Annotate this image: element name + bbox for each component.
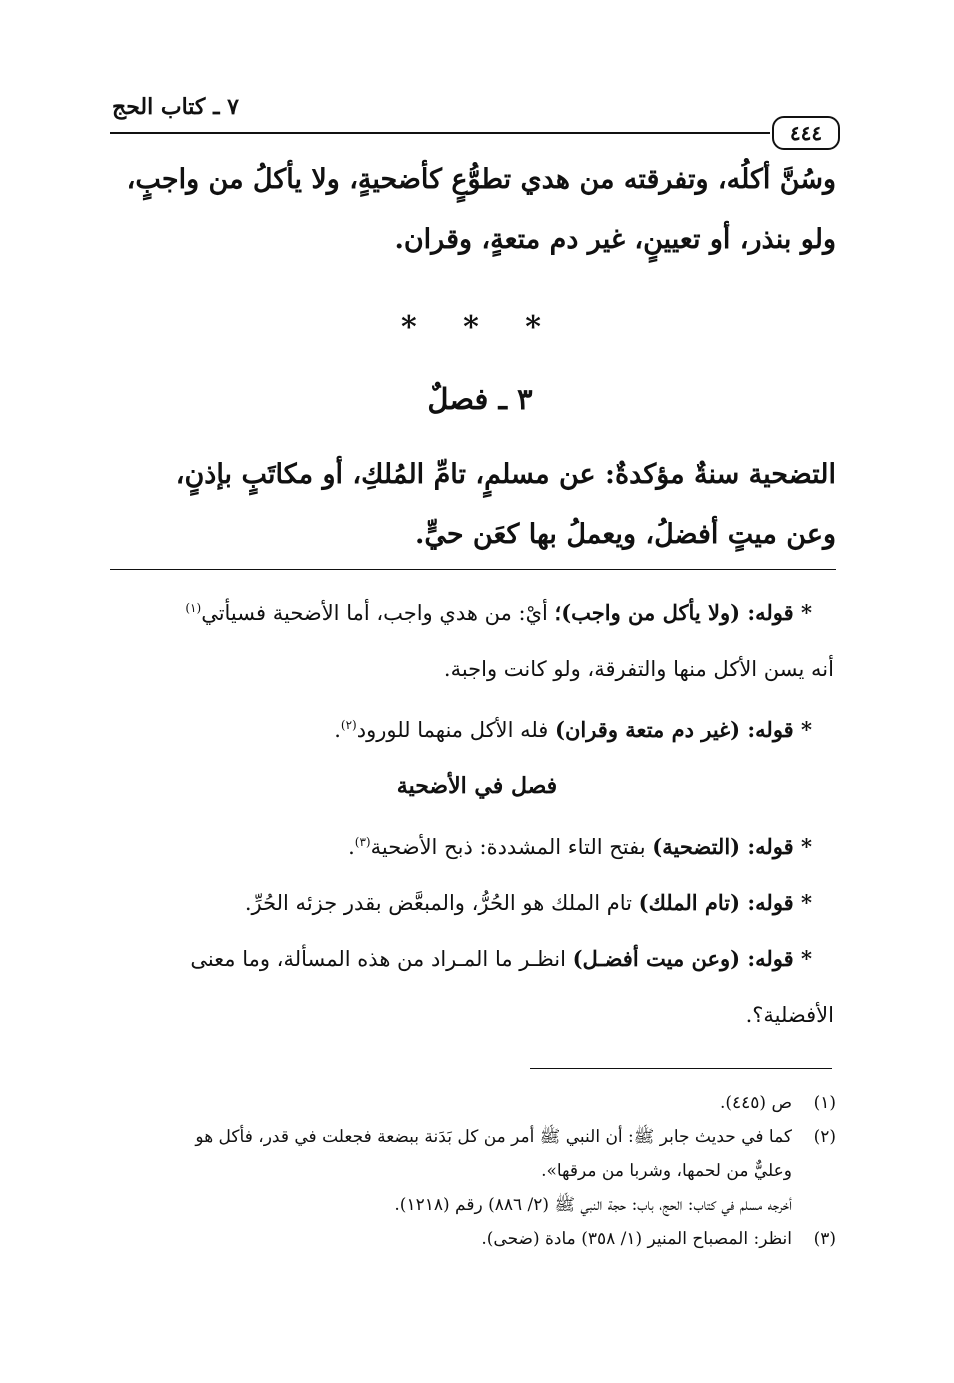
commentary-end: . bbox=[334, 718, 341, 742]
commentary-item bbox=[120, 697, 834, 758]
footnote-text: ص (٤٤٥). bbox=[719, 1093, 792, 1113]
page-number: ٤٤٤ bbox=[772, 116, 840, 150]
footnote-number: (٢) bbox=[813, 1127, 836, 1147]
commentary-item bbox=[120, 580, 834, 641]
commentary-item bbox=[120, 814, 834, 875]
footnote-number: (٣) bbox=[813, 1229, 836, 1249]
commentary-lead: * قوله: (وعن ميت أفضـل) bbox=[572, 946, 812, 971]
matn-divider bbox=[110, 569, 836, 570]
commentary bbox=[120, 580, 834, 1043]
commentary-text: تام الملك هو الحُرُّ، والمبعَّض بقدر جزئه الحُرِّ. bbox=[244, 891, 639, 915]
commentary-text: انظـر ما المـراد من هذه المسألة، وما معنى bbox=[190, 947, 573, 971]
footnote-number: (١) bbox=[813, 1093, 836, 1113]
commentary-text: أيْ: من هدي واجب، أما الأضحية فسيأتي bbox=[201, 601, 555, 625]
section-separator: * * * bbox=[401, 310, 559, 345]
footnote-continuation: أخرجه مسلم في كتاب: الحج، باب: حجة النبي ﷺ (٢/ ٨٨٦) رقم (١٢١٨). bbox=[394, 1195, 792, 1215]
section-heading: ٣ ـ فصلٌ bbox=[427, 382, 533, 416]
footnote-ref[interactable]: (١) bbox=[185, 601, 202, 615]
footnotes bbox=[150, 1086, 836, 1256]
commentary-continuation: أنه يسن الأكل منها والتفرقة، ولو كانت واجبة. bbox=[443, 657, 834, 681]
commentary-item bbox=[120, 875, 834, 931]
footnote bbox=[150, 1086, 836, 1120]
running-head: ٧ ـ كتاب الحج bbox=[112, 94, 239, 120]
footnote-ref[interactable]: (٢) bbox=[340, 718, 357, 732]
footnote-text: انظر: المصباح المنير (١/ ٣٥٨) مادة (ضحى). bbox=[481, 1229, 792, 1249]
commentary-end: . bbox=[348, 835, 355, 859]
footnote-rule bbox=[530, 1068, 832, 1069]
commentary-lead: * قوله: (غير دم متعة وقران) bbox=[555, 717, 812, 742]
commentary-text: فله الأكل منهما للورود bbox=[356, 718, 556, 742]
header-rule bbox=[110, 132, 770, 134]
footnote bbox=[150, 1120, 836, 1154]
commentary-lead: * قوله: (التضحية) bbox=[652, 834, 812, 859]
matn-line: وسُنَّ أكلُه، وتفرقته من هدي تطوُّعٍ كأضحيةٍ، ولا يأكلُ من واجبٍ، bbox=[126, 164, 836, 195]
commentary-item bbox=[120, 931, 834, 987]
footnote bbox=[150, 1222, 836, 1256]
footnote-ref[interactable]: (٣) bbox=[354, 835, 371, 849]
matn-paragraph-1 bbox=[110, 150, 836, 270]
footnote-continuation: وعليٌّ من لحمها، وشربا من مرقها». bbox=[541, 1161, 792, 1181]
commentary-lead: * قوله: (ولا يأكل من واجب)؛ bbox=[554, 600, 812, 625]
matn-line: ولو بنذر، أو تعيينٍ، غير دم متعةٍ، وقران. bbox=[394, 224, 836, 255]
commentary-lead: * قوله: (تام الملك) bbox=[638, 890, 812, 915]
footnote-text: كما في حديث جابر ﷺ: أن النبي ﷺ أمر من كل بَدَنة ببضعة فجعلت في قدر، فأكل هو bbox=[195, 1127, 792, 1147]
matn-line: وعن ميتٍ أفضلُ، ويعملُ بها كعَن حيٍّ. bbox=[414, 519, 836, 550]
matn-paragraph-2 bbox=[110, 445, 836, 565]
matn-line: التضحية سنةٌ مؤكدةٌ: عن مسلمٍ، تامِّ المُلكِ، أو مكاتَبٍ بإذنٍ، bbox=[175, 459, 836, 490]
commentary-text: بفتح التاء المشددة: ذبح الأضحية bbox=[370, 835, 653, 859]
commentary-continuation: الأفضلية؟. bbox=[745, 1003, 834, 1027]
commentary-subheading: فصل في الأضحية bbox=[396, 773, 558, 799]
